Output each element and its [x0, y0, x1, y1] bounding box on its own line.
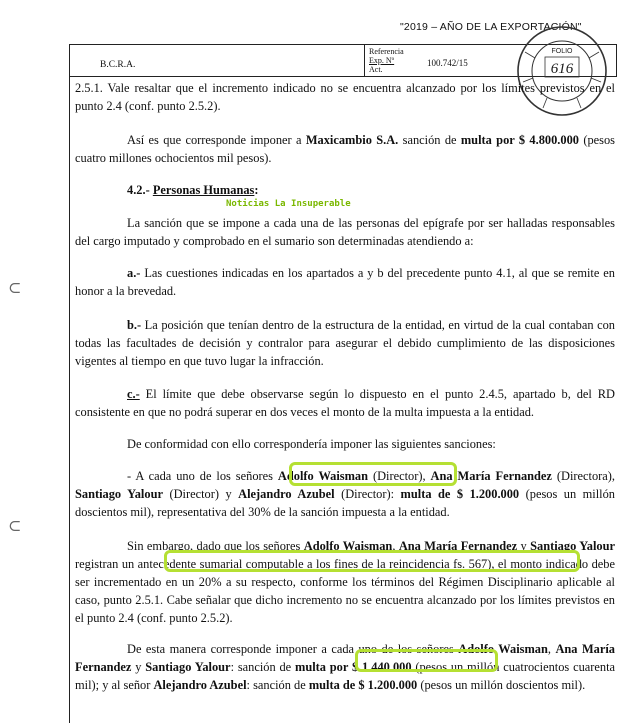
hole-punch-mark-bottom: ⊂ — [8, 518, 22, 535]
paragraph-item-b: b.- La posición que tenían dentro de la estructura de la entidad, en virtud de la cual contaban con todas las facultades de decisión y contralor para asegurar el debido cumplimiento de las disposiciones vigentes al tiempo en que tuvo lugar la infracción. — [75, 318, 615, 368]
watermark-text: Noticias La Insuperable — [226, 199, 351, 209]
paragraph-sanciones-directores: - A cada uno de los señores Adolfo Waisman (Director), Ana María Fernandez (Directora), Santiago Yalour (Director) y Alejandro Azubel (Director): multa de $ 1.200.000 (pesos un millón doscientos mil), representativa del 30% de la sanción impuesta a la entidad. — [75, 469, 616, 519]
paragraph-2-5-1: 2.5.1. Vale resaltar que el incremento indicado no se encuentra alcanzado por los límites previstos en el punto 2.4 (conf. punto 2.5.2). — [75, 81, 615, 113]
paragraph-maxicambio: Así es que corresponde imponer a Maxicambio S.A. sanción de multa por $ 4.800.000 (pesos cuatro millones ochocientos mil pesos). — [75, 133, 615, 165]
paragraph-item-a: a.- Las cuestiones indicadas en los apartados a y b del precedente punto 4.1, al que se remite en honor a la brevedad. — [75, 266, 615, 298]
header-exp-number: 100.742/15 — [427, 58, 468, 68]
paragraph-criterios: La sanción que se impone a cada una de las personas del epígrafe por ser halladas responsables del cargo imputado y comprobado en el sumario son determinadas atendiendo a: — [75, 216, 615, 248]
hole-punch-mark-top: ⊂ — [8, 280, 22, 297]
header-ref-label: Referencia — [369, 47, 404, 56]
section-heading-4-2: 4.2.- Personas Humanas: — [127, 183, 259, 197]
paragraph-item-c: c.- El límite que debe observarse según lo dispuesto en el punto 2.4.5, apartado b, del RD consistente en que no podrá superar en dos veces el monto de la multa impuesta a la entidad. — [75, 387, 615, 419]
header-act-label: Act. — [369, 65, 383, 74]
paragraph-sanciones-intro: De conformidad con ello correspondería imponer las siguientes sanciones: — [127, 437, 496, 451]
left-margin-line — [69, 77, 70, 723]
paragraph-reincidencia: Sin embargo, dado que los señores Adolfo Waisman, Ana María Fernandez y Santiago Yalour registran un antecedente sumarial computable a los fines de la reincidencia fs. 567), el monto indicado debe ser incrementado en un 20% a su respecto, conforme los términos del Régimen Disciplinario aplicable al caso, punto 2.5.1. Cabe señalar que dicho incremento no se encuentra alcanzado por los límites previstos en el punto 2.4 (conf. punto 2.5.2). — [75, 539, 616, 625]
stamp-number: 616 — [550, 61, 574, 77]
year-motto: "2019 – AÑO DE LA EXPORTACIÓN" — [400, 21, 582, 33]
paragraph-sancion-final: De esta manera corresponde imponer a cada uno de los señores Adolfo Waisman, Ana María Fernandez y Santiago Yalour: sanción de multa por $ 1.440.000 (pesos un millón cuatrocientos cuarenta mil); y al señor Alejandro Azubel: sanción de multa de $ 1.200.000 (pesos un millón doscientos mil). — [75, 642, 616, 692]
stamp-label: FOLIO — [551, 48, 573, 55]
header-institution: B.C.R.A. — [70, 45, 365, 76]
header-exp-label: Exp. Nº — [369, 56, 395, 65]
